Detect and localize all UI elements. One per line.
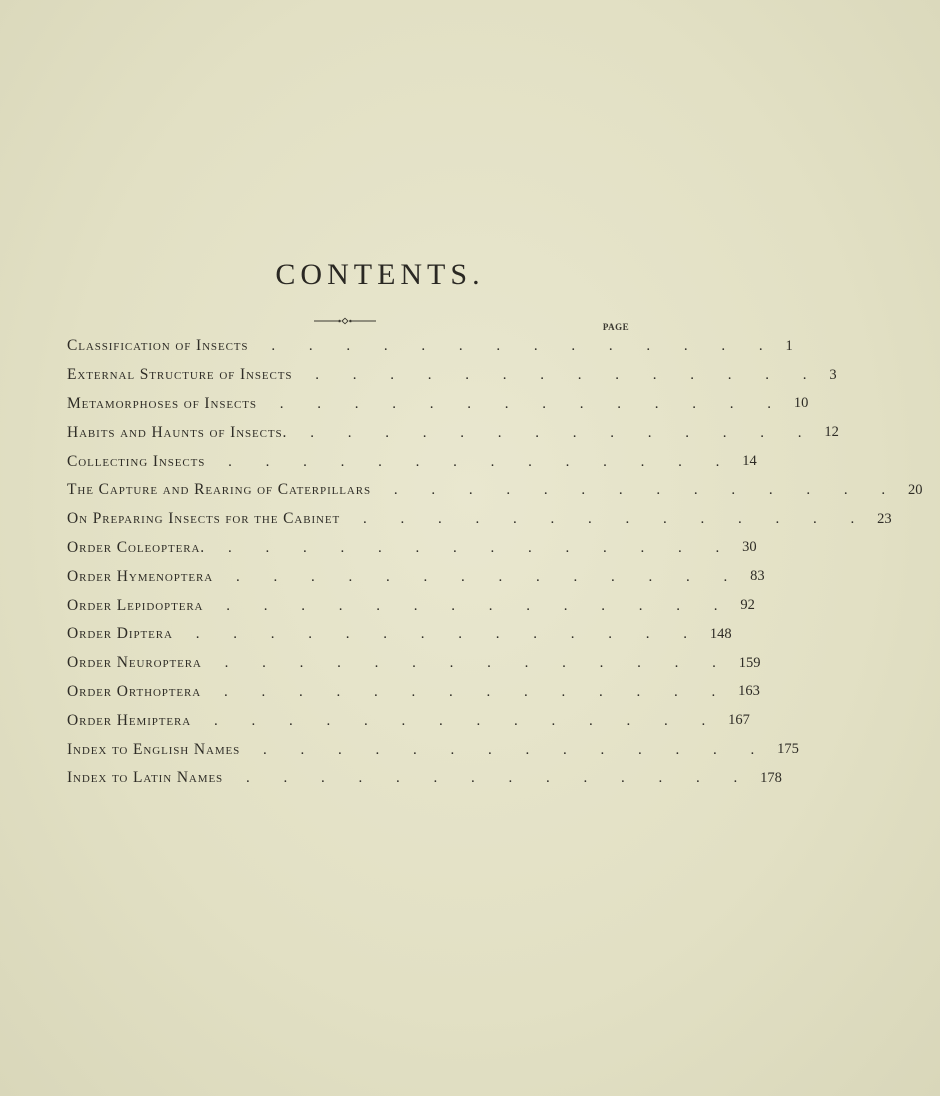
dot-leader: .............. xyxy=(245,770,738,787)
dot-leader: .............. xyxy=(271,338,763,355)
toc-entry xyxy=(67,534,757,563)
toc-entry xyxy=(67,390,809,419)
table-of-contents xyxy=(67,332,923,793)
dot-leader: .............. xyxy=(227,539,720,556)
toc-entry xyxy=(67,591,755,620)
toc-entry xyxy=(67,620,732,649)
toc-entry-title: Index to Latin Names xyxy=(67,769,224,787)
page-column-label: PAGE xyxy=(602,322,630,332)
toc-entry-title: Metamorphoses of Insects xyxy=(67,394,257,412)
toc-entry-page-number: 163 xyxy=(738,683,760,700)
toc-entry xyxy=(67,447,757,476)
dot-leader: .............. xyxy=(263,741,755,758)
toc-entry-page-number: 148 xyxy=(709,625,732,642)
toc-entry xyxy=(67,764,782,793)
toc-entry-title: Classification of Insects xyxy=(67,337,249,355)
dot-leader: .............. xyxy=(224,683,716,700)
toc-entry xyxy=(67,562,765,591)
toc-entry xyxy=(67,361,837,390)
toc-entry-page-number: 178 xyxy=(760,769,782,786)
toc-entry-title: The Capture and Rearing of Caterpillars xyxy=(67,481,371,499)
toc-entry-page-number: 159 xyxy=(738,654,761,671)
toc-entry-title: Index to English Names xyxy=(67,740,241,758)
page-title: CONTENTS. xyxy=(275,258,485,291)
toc-entry-title: Order Hemiptera xyxy=(67,711,192,729)
toc-entry-title: Order Coleoptera. xyxy=(67,538,206,556)
dot-leader: .............. xyxy=(224,655,716,672)
toc-entry-title: Order Hymenoptera xyxy=(67,567,214,585)
dot-leader: .............. xyxy=(228,453,720,470)
rule-diamond-ornament-icon xyxy=(312,317,378,325)
toc-entry-title: Habits and Haunts of Insects. xyxy=(67,423,288,441)
dot-leader: .............. xyxy=(393,482,886,499)
toc-entry xyxy=(67,735,799,764)
toc-entry-page-number: 30 xyxy=(742,539,757,556)
toc-entry-title: On Preparing Insects for the Cabinet xyxy=(67,510,341,528)
toc-entry-page-number: 1 xyxy=(785,337,793,354)
toc-entry-page-number: 175 xyxy=(777,741,799,758)
dot-leader: .............. xyxy=(310,424,802,441)
toc-entry xyxy=(67,332,793,361)
toc-entry-page-number: 12 xyxy=(824,424,839,441)
toc-entry xyxy=(67,706,750,735)
toc-entry-title: Order Neuroptera xyxy=(67,654,202,672)
toc-entry-page-number: 14 xyxy=(742,453,757,470)
toc-entry xyxy=(67,649,761,678)
toc-entry-page-number: 3 xyxy=(829,366,837,383)
dot-leader: .............. xyxy=(235,568,728,585)
toc-entry-page-number: 10 xyxy=(793,395,809,412)
toc-entry-title: External Structure of Insects xyxy=(67,366,293,384)
toc-entry-page-number: 23 xyxy=(877,510,892,527)
toc-entry-title: Order Diptera xyxy=(67,625,173,643)
dot-leader: .............. xyxy=(226,597,718,614)
dot-leader: .............. xyxy=(213,712,706,729)
dot-leader: .............. xyxy=(195,626,687,643)
toc-entry xyxy=(67,418,839,447)
toc-entry-page-number: 20 xyxy=(907,481,923,498)
toc-entry xyxy=(67,505,892,534)
toc-entry-page-number: 92 xyxy=(740,597,755,614)
toc-entry-title: Order Orthoptera xyxy=(67,682,202,700)
toc-entry-page-number: 167 xyxy=(728,712,750,729)
dot-leader: .............. xyxy=(315,367,807,384)
dot-leader: .............. xyxy=(362,511,855,528)
toc-entry-title: Collecting Insects xyxy=(67,452,206,470)
toc-entry-title: Order Lepidoptera xyxy=(67,596,204,614)
toc-entry xyxy=(67,476,923,505)
toc-entry-page-number: 83 xyxy=(750,568,765,585)
dot-leader: .............. xyxy=(279,395,771,412)
toc-entry xyxy=(67,678,760,707)
